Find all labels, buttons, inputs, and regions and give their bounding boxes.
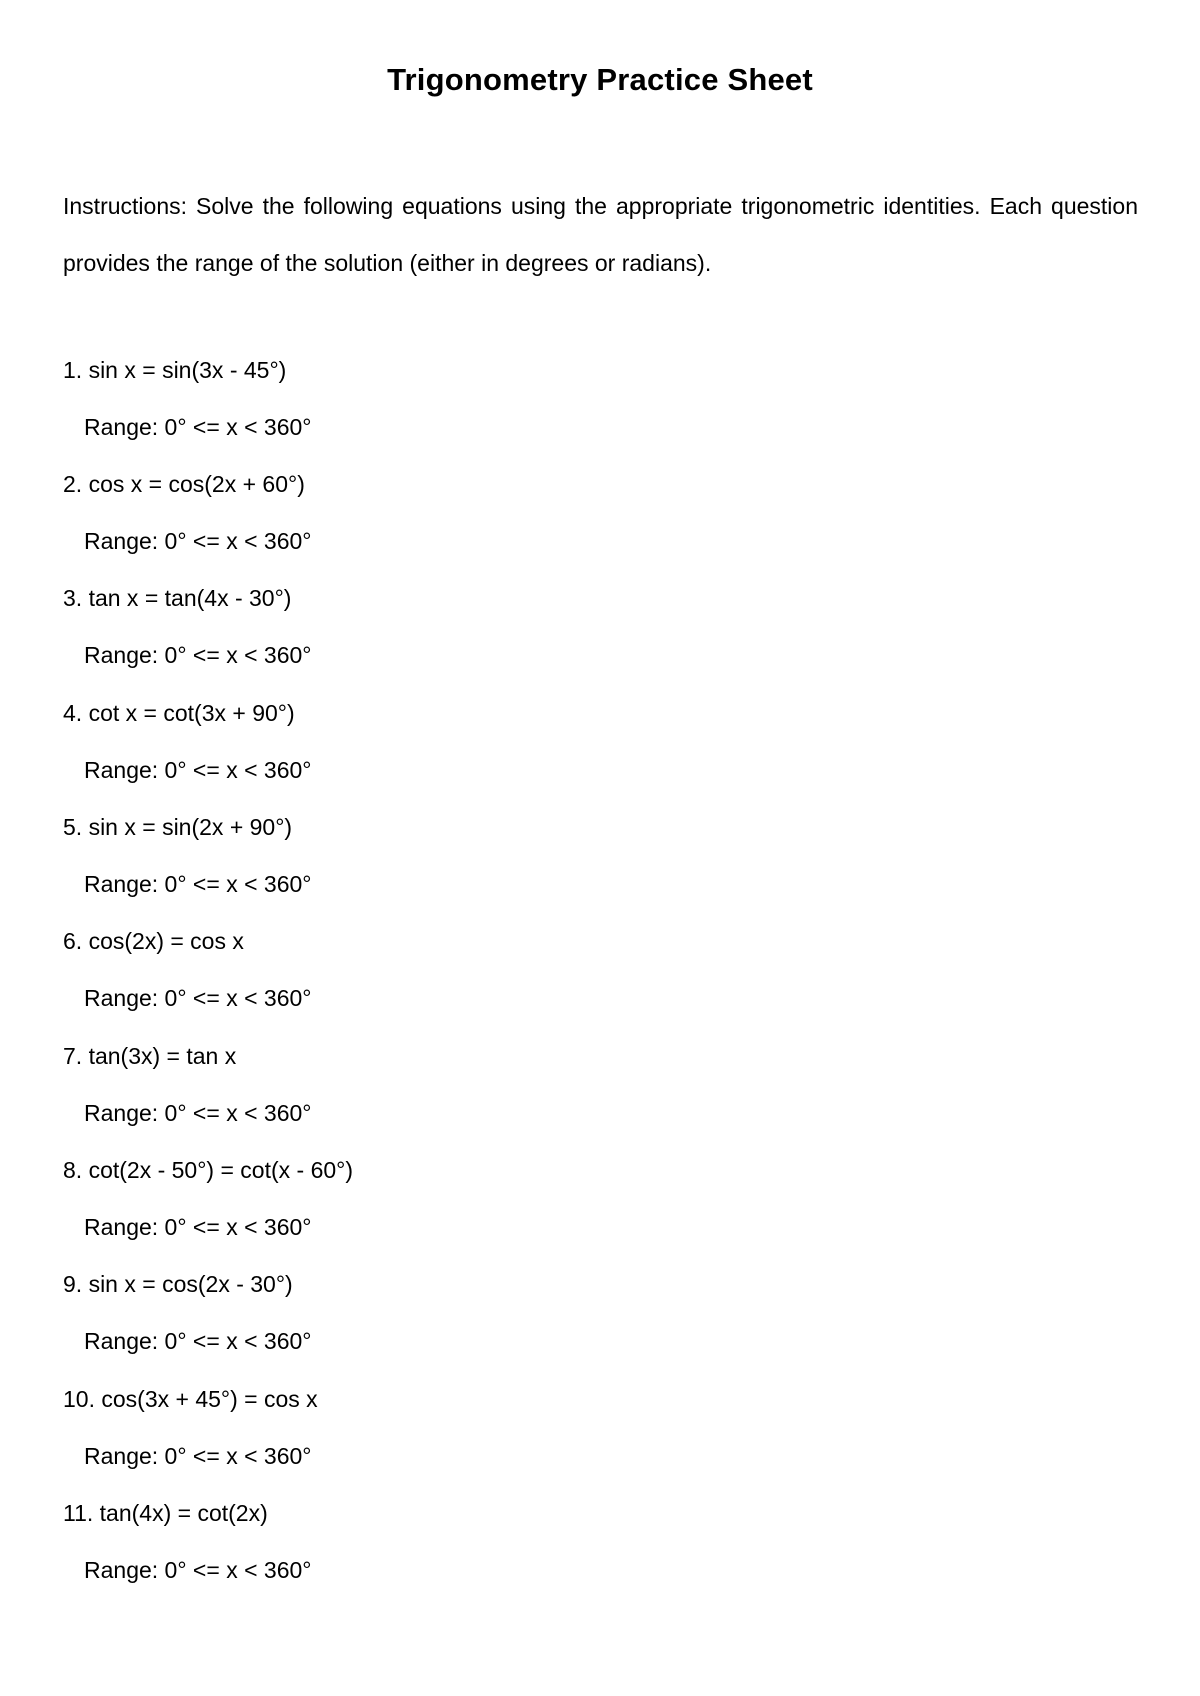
question-range: Range: 0° <= x < 360° <box>84 1557 312 1583</box>
question-range: Range: 0° <= x < 360° <box>84 1443 312 1469</box>
question-equation: 3. tan x = tan(4x - 30°) <box>63 585 292 611</box>
question-range: Range: 0° <= x < 360° <box>84 414 312 440</box>
question-equation: 8. cot(2x - 50°) = cot(x - 60°) <box>63 1157 354 1183</box>
question-equation: 2. cos x = cos(2x + 60°) <box>63 471 305 497</box>
question-equation: 6. cos(2x) = cos x <box>63 928 244 954</box>
question-range: Range: 0° <= x < 360° <box>84 528 312 554</box>
instructions-paragraph: Instructions: Solve the following equations using the appropriate trigonometric identities. Each question provides the range of the solution (either in degrees or radians). <box>63 193 1138 276</box>
question-equation: 11. tan(4x) = cot(2x) <box>63 1500 268 1526</box>
question-equation: 5. sin x = sin(2x + 90°) <box>63 814 293 840</box>
question-range: Range: 0° <= x < 360° <box>84 1328 312 1354</box>
page-title: Trigonometry Practice Sheet <box>387 62 813 97</box>
question-range: Range: 0° <= x < 360° <box>84 985 312 1011</box>
question-range: Range: 0° <= x < 360° <box>84 1214 312 1240</box>
question-range: Range: 0° <= x < 360° <box>84 871 312 897</box>
question-equation: 9. sin x = cos(2x - 30°) <box>63 1271 293 1297</box>
question-range: Range: 0° <= x < 360° <box>84 642 312 668</box>
question-equation: 4. cot x = cot(3x + 90°) <box>63 700 295 726</box>
question-range: Range: 0° <= x < 360° <box>84 757 312 783</box>
question-range: Range: 0° <= x < 360° <box>84 1100 312 1126</box>
question-equation: 7. tan(3x) = tan x <box>63 1043 237 1069</box>
question-equation: 1. sin x = sin(3x - 45°) <box>63 357 287 383</box>
question-equation: 10. cos(3x + 45°) = cos x <box>63 1386 318 1412</box>
